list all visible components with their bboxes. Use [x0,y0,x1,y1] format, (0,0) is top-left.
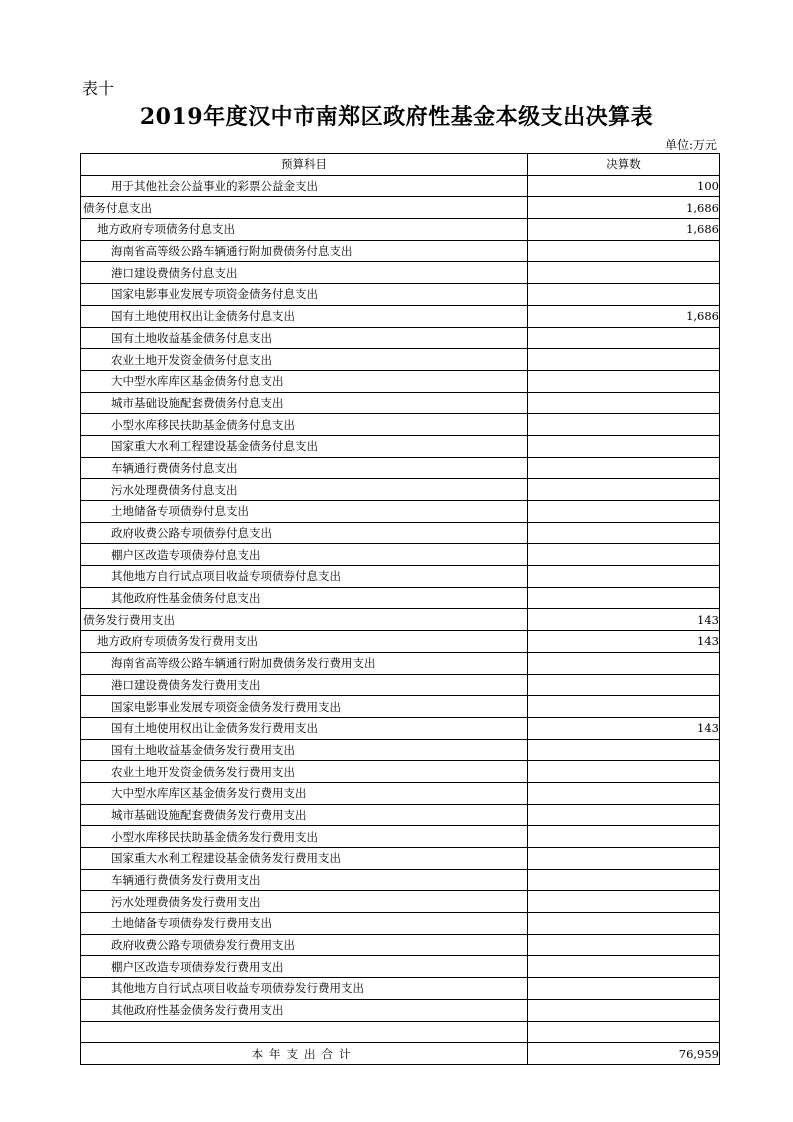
amount-cell [528,761,720,783]
table-row [81,501,720,523]
amount-cell [528,739,720,761]
subject-cell: 港口建设费债务发行费用支出 [81,674,528,696]
budget-table [80,153,720,1065]
subject-cell: 国家电影事业发展专项资金债务付息支出 [81,284,528,306]
table-row [81,479,720,501]
subject-cell: 国家重大水利工程建设基金债务发行费用支出 [81,848,528,870]
subject-cell: 地方政府专项债务发行费用支出 [81,631,528,653]
subject-cell: 国有土地使用权出让金债务付息支出 [81,305,528,327]
table-row [81,956,720,978]
amount-cell: 100 [528,175,720,197]
table-row [81,197,720,219]
total-label: 本年支出合计 [81,1043,528,1065]
table-row [81,522,720,544]
subject-cell: 棚户区改造专项债券付息支出 [81,544,528,566]
amount-cell [528,479,720,501]
table-row [81,349,720,371]
table-row [81,631,720,653]
amount-cell: 1,686 [528,305,720,327]
subject-cell: 农业土地开发资金债务发行费用支出 [81,761,528,783]
total-row [81,1043,720,1065]
table-row [81,869,720,891]
table-row [81,327,720,349]
amount-cell [528,804,720,826]
table-row [81,435,720,457]
table-row [81,370,720,392]
amount-cell [528,327,720,349]
subject-cell: 小型水库移民扶助基金债务发行费用支出 [81,826,528,848]
amount-cell [528,869,720,891]
amount-cell [528,674,720,696]
amount-cell [528,262,720,284]
table-row [81,175,720,197]
amount-cell [528,522,720,544]
amount-cell [528,587,720,609]
subject-cell: 污水处理费债务付息支出 [81,479,528,501]
subject-cell: 国家重大水利工程建设基金债务付息支出 [81,435,528,457]
amount-cell: 143 [528,717,720,739]
total-amount: 76,959 [528,1043,720,1065]
amount-cell [528,457,720,479]
table-row [81,652,720,674]
table-body [81,175,720,1043]
table-row [81,262,720,284]
amount-cell: 143 [528,609,720,631]
table-row [81,782,720,804]
subject-cell: 海南省高等级公路车辆通行附加费债务发行费用支出 [81,652,528,674]
table-row [81,934,720,956]
subject-cell: 国有土地收益基金债务付息支出 [81,327,528,349]
table-row [81,392,720,414]
amount-cell [528,999,720,1021]
subject-cell: 农业土地开发资金债务付息支出 [81,349,528,371]
table-header-row [81,154,720,176]
table-row [81,848,720,870]
table-row [81,891,720,913]
subject-cell: 土地储备专项债券付息支出 [81,501,528,523]
table-row [81,284,720,306]
unit-label: 单位:万元 [664,138,717,152]
column-header-amount: 决算数 [528,154,720,176]
subject-cell: 国有土地使用权出让金债务发行费用支出 [81,717,528,739]
amount-cell [528,696,720,718]
subject-cell: 其他政府性基金债务付息支出 [81,587,528,609]
table-row [81,674,720,696]
amount-cell [528,956,720,978]
amount-cell [528,782,720,804]
subject-cell [81,1021,528,1043]
amount-cell [528,414,720,436]
amount-cell [528,1021,720,1043]
subject-cell: 国有土地收益基金债务发行费用支出 [81,739,528,761]
amount-cell [528,652,720,674]
table-row [81,739,720,761]
amount-cell [528,370,720,392]
amount-cell [528,891,720,913]
table-row [81,761,720,783]
table-row [81,978,720,1000]
amount-cell [528,934,720,956]
amount-cell: 1,686 [528,197,720,219]
subject-cell: 港口建设费债务付息支出 [81,262,528,284]
subject-cell: 棚户区改造专项债券发行费用支出 [81,956,528,978]
table-row [81,414,720,436]
amount-cell [528,544,720,566]
amount-cell [528,566,720,588]
subject-cell: 大中型水库库区基金债务付息支出 [81,370,528,392]
table-row [81,305,720,327]
table-row [81,696,720,718]
subject-cell: 海南省高等级公路车辆通行附加费债务付息支出 [81,240,528,262]
amount-cell [528,240,720,262]
subject-cell: 地方政府专项债务付息支出 [81,219,528,241]
table-row [81,219,720,241]
subject-cell: 其他地方自行试点项目收益专项债券付息支出 [81,566,528,588]
amount-cell [528,392,720,414]
subject-cell: 车辆通行费债务发行费用支出 [81,869,528,891]
table-number-label: 表十 [82,79,115,98]
table-row [81,1021,720,1043]
table-row [81,999,720,1021]
table-row [81,566,720,588]
amount-cell [528,435,720,457]
subject-cell: 城市基础设施配套费债务付息支出 [81,392,528,414]
table-row [81,544,720,566]
amount-cell [528,913,720,935]
amount-cell [528,826,720,848]
table-row [81,826,720,848]
amount-cell [528,978,720,1000]
subject-cell: 车辆通行费债务付息支出 [81,457,528,479]
report-title: 2019年度汉中市南郑区政府性基金本级支出决算表 [139,104,654,130]
table-row [81,717,720,739]
amount-cell: 1,686 [528,219,720,241]
subject-cell: 污水处理费债务发行费用支出 [81,891,528,913]
amount-cell [528,284,720,306]
subject-cell: 小型水库移民扶助基金债务付息支出 [81,414,528,436]
table-row [81,913,720,935]
amount-cell [528,848,720,870]
amount-cell [528,349,720,371]
subject-cell: 政府收费公路专项债券发行费用支出 [81,934,528,956]
table-row [81,587,720,609]
column-header-subject: 预算科目 [81,154,528,176]
subject-cell: 债务付息支出 [81,197,528,219]
table-row [81,609,720,631]
table-row [81,240,720,262]
subject-cell: 城市基础设施配套费债务发行费用支出 [81,804,528,826]
amount-cell [528,501,720,523]
subject-cell: 土地储备专项债券发行费用支出 [81,913,528,935]
subject-cell: 其他政府性基金债务发行费用支出 [81,999,528,1021]
subject-cell: 债务发行费用支出 [81,609,528,631]
subject-cell: 国家电影事业发展专项资金债务发行费用支出 [81,696,528,718]
subject-cell: 政府收费公路专项债券付息支出 [81,522,528,544]
subject-cell: 大中型水库库区基金债务发行费用支出 [81,782,528,804]
subject-cell: 其他地方自行试点项目收益专项债券发行费用支出 [81,978,528,1000]
table-row [81,457,720,479]
table-row [81,804,720,826]
amount-cell: 143 [528,631,720,653]
subject-cell: 用于其他社会公益事业的彩票公益金支出 [81,175,528,197]
